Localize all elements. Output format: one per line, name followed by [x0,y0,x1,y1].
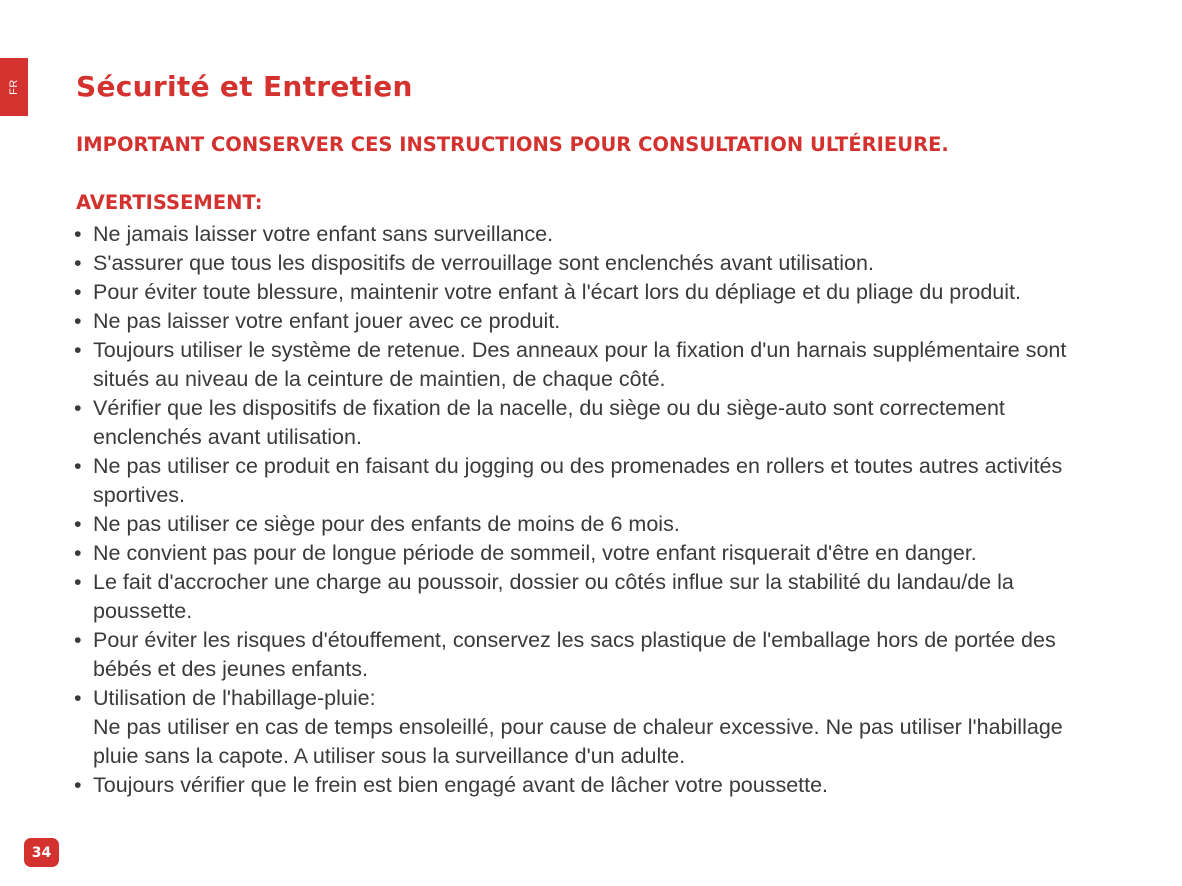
warning-item-text: Ne pas utiliser ce produit en faisant du jogging ou des promenades en rollers et toutes autres activités sportives. [93,454,1063,507]
warning-item [74,510,1114,539]
warning-item-text: Ne convient pas pour de longue période de sommeil, votre enfant risquerait d'être en danger. [93,541,977,565]
warning-heading: AVERTISSEMENT: [76,191,263,214]
warning-list [74,220,1114,800]
bullet-icon: • [74,338,82,362]
warning-item [74,626,1114,684]
warning-item-text: Vérifier que les dispositifs de fixation de la nacelle, du siège ou du siège-auto sont correctement enclenchés avant utilisation. [93,396,1005,449]
warning-item [74,771,1114,800]
language-tab-label: FR [7,79,20,95]
bullet-icon: • [74,628,82,652]
warning-item-text: Ne jamais laisser votre enfant sans surveillance. [93,222,554,246]
warning-item-text: S'assurer que tous les dispositifs de verrouillage sont enclenchés avant utilisation. [93,251,874,275]
warning-item [74,452,1114,510]
bullet-icon: • [74,222,82,246]
warning-item-text: Utilisation de l'habillage-pluie: [93,686,376,710]
bullet-icon: • [74,570,82,594]
warning-item [74,307,1114,336]
bullet-icon: • [74,773,82,797]
warning-item-text: Ne pas utiliser ce siège pour des enfants de moins de 6 mois. [93,512,680,536]
rain-cover-note: Ne pas utiliser en cas de temps ensoleillé, pour cause de chaleur excessive. Ne pas utiliser l'habillage pluie sans la capote. A utiliser sous la surveillance d'un adulte. [93,715,1063,768]
warning-item [74,394,1114,452]
bullet-icon: • [74,309,82,333]
important-notice: IMPORTANT CONSERVER CES INSTRUCTIONS POUR CONSULTATION ULTÉRIEURE. [76,133,949,156]
warning-item [74,539,1114,568]
warning-item-text: Toujours utiliser le système de retenue. Des anneaux pour la fixation d'un harnais supplémentaire sont situés au niveau de la ceinture de maintien, de chaque côté. [93,338,1067,391]
page-title: Sécurité et Entretien [76,70,413,103]
bullet-icon: • [74,541,82,565]
warning-item-text: Le fait d'accrocher une charge au poussoir, dossier ou côtés influe sur la stabilité du landau/de la poussette. [93,570,1014,623]
warning-item-text: Toujours vérifier que le frein est bien engagé avant de lâcher votre poussette. [93,773,829,797]
warning-item-text: Pour éviter les risques d'étouffement, conservez les sacs plastique de l'emballage hors de portée des bébés et des jeunes enfants. [93,628,1056,681]
warning-item [74,220,1114,249]
bullet-icon: • [74,251,82,275]
bullet-icon: • [74,396,82,420]
bullet-icon: • [74,686,82,710]
warning-item-text: Pour éviter toute blessure, maintenir votre enfant à l'écart lors du dépliage et du pliage du produit. [93,280,1021,304]
bullet-icon: • [74,454,82,478]
warning-item [74,249,1114,278]
page-number: 34 [31,844,52,861]
warning-item [74,568,1114,626]
warning-item-rain-cover [74,684,1114,771]
warning-item [74,336,1114,394]
language-tab [0,58,28,116]
warning-item-text: Ne pas laisser votre enfant jouer avec ce produit. [93,309,561,333]
page-number-badge [24,838,59,867]
warning-item [74,278,1114,307]
bullet-icon: • [74,512,82,536]
bullet-icon: • [74,280,82,304]
